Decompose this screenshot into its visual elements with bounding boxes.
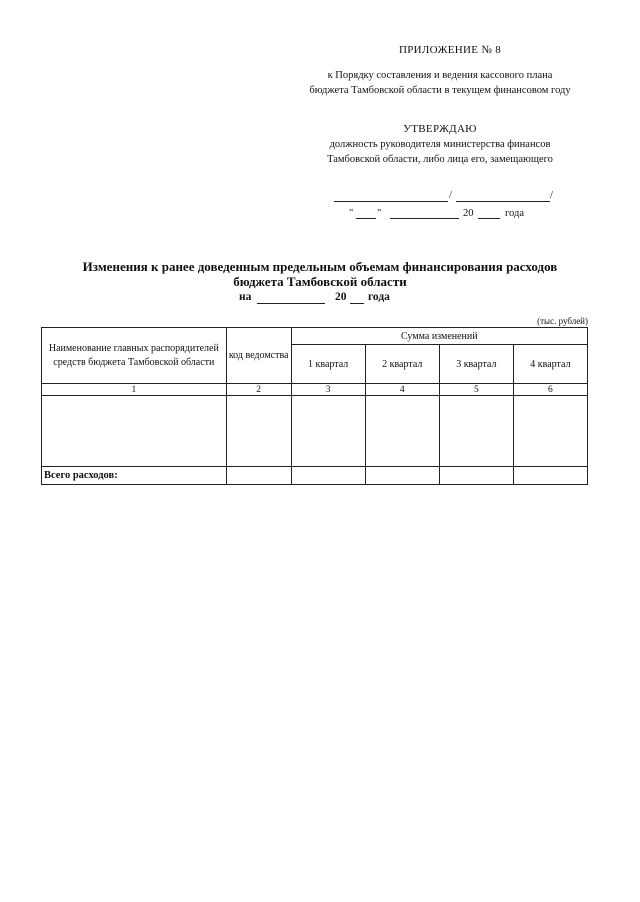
table-row [42,396,588,467]
signature-slash-end: / [550,190,553,201]
signature-name-blank [456,201,550,202]
approval-title: УТВЕРЖДАЮ [403,123,477,135]
header-department-code: код ведомства [226,328,291,384]
column-numbers-row [42,384,588,396]
day-blank [356,218,376,219]
table-header-row [42,328,588,345]
total-row [42,467,588,485]
header-sum-changes: Сумма изменений [291,328,587,345]
appendix-reference-line-2: бюджета Тамбовской области в текущем финансовом году [309,85,571,96]
total-cell[interactable] [291,467,365,485]
year-prefix: 20 [463,208,474,219]
header-distributor-name: Наименование главных распорядителей средств бюджета Тамбовской области [42,328,227,384]
year-suffix: года [505,208,524,219]
column-number: 4 [365,384,439,396]
column-number: 5 [439,384,513,396]
header-quarter-2: 2 квартал [365,345,439,384]
total-cell[interactable] [365,467,439,485]
financing-changes-table [41,327,588,485]
table-cell[interactable] [42,396,227,467]
date-prefix: на [239,291,252,303]
table-cell[interactable] [365,396,439,467]
total-cell[interactable] [439,467,513,485]
column-number: 6 [513,384,587,396]
appendix-title: ПРИЛОЖЕНИЕ № 8 [398,44,501,56]
approval-position-line-1: должность руководителя министерства финансов [329,139,551,150]
quote-open: " [349,208,354,219]
date-year-blank [350,303,364,304]
document-title-line-1: Изменения к ранее доведенным предельным объемам финансирования расходов [82,259,558,274]
approval-position-line-2: Тамбовской области, либо лица его, замещающего [327,154,553,165]
signature-blank [334,201,448,202]
date-year: 20 [335,291,347,303]
date-suffix: года [368,291,390,303]
month-blank [390,218,459,219]
total-label: Всего расходов: [42,467,227,485]
appendix-reference-line-1: к Порядку составления и ведения кассового плана [327,70,553,81]
quote-close: " [377,208,382,219]
header-quarter-1: 1 квартал [291,345,365,384]
table-cell[interactable] [439,396,513,467]
date-blank [257,303,325,304]
header-quarter-4: 4 квартал [513,345,587,384]
column-number: 2 [226,384,291,396]
header-quarter-3: 3 квартал [439,345,513,384]
units-label: (тыс. рублей) [537,316,588,326]
column-number: 3 [291,384,365,396]
total-cell[interactable] [513,467,587,485]
table-cell[interactable] [513,396,587,467]
table-cell[interactable] [226,396,291,467]
table-cell[interactable] [291,396,365,467]
signature-slash: / [449,190,452,201]
document-title-line-2: бюджета Тамбовской области [233,274,407,289]
year-blank [478,218,500,219]
total-cell[interactable] [226,467,291,485]
column-number: 1 [42,384,227,396]
